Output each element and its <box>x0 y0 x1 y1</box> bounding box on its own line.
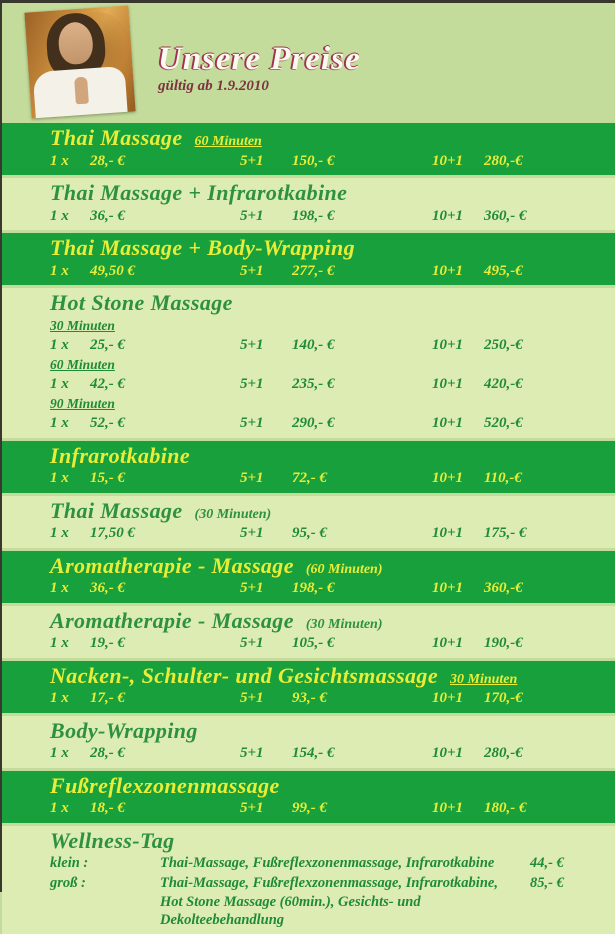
price-row <box>50 470 605 487</box>
price-ten-plus-one: 190,-€ <box>484 635 523 652</box>
price-ten-plus-one: 170,-€ <box>484 690 523 707</box>
section-title <box>50 181 605 205</box>
section-nacken-schulter-und-gesichtsmassage-30-minuten <box>2 661 615 713</box>
price-five-plus-one: 198,- € <box>292 207 335 224</box>
price-row <box>50 337 605 354</box>
price-row <box>50 525 605 542</box>
price-single: 18,- € <box>90 800 125 817</box>
qty-five-plus-one: 5+1 <box>240 580 264 597</box>
price-single: 15,- € <box>90 470 125 487</box>
section-title-text: Thai Massage <box>50 497 183 523</box>
qty-single: 1 x <box>50 336 69 353</box>
duration-label: 30 Minuten <box>50 317 115 333</box>
qty-five-plus-one: 5+1 <box>240 635 264 652</box>
price-row <box>50 635 605 652</box>
qty-five-plus-one: 5+1 <box>240 207 264 224</box>
section-title-text: Aromatherapie - Massage <box>50 552 294 578</box>
section-title-text: Fußreflexzonenmassage <box>50 772 280 798</box>
price-row <box>50 580 605 597</box>
package-size-label: groß : <box>50 875 86 892</box>
qty-single: 1 x <box>50 376 69 392</box>
section-title <box>50 444 605 468</box>
price-ten-plus-one: 520,-€ <box>484 415 523 432</box>
section-thai-massage-30-minuten <box>2 496 615 548</box>
qty-ten-plus-one: 10+1 <box>432 336 464 353</box>
qty-single: 1 x <box>50 207 69 224</box>
section-title-text: Thai Massage <box>50 125 183 150</box>
qty-single: 1 x <box>50 152 69 169</box>
duration-suffix: 30 Minuten <box>450 671 518 687</box>
qty-single: 1 x <box>50 525 69 542</box>
duration-label: 60 Minuten <box>50 357 115 372</box>
price-single: 42,- € <box>90 376 125 392</box>
price-ten-plus-one: 175,- € <box>484 525 527 542</box>
package-description <box>160 874 530 928</box>
qty-five-plus-one: 5+1 <box>240 525 264 542</box>
price-five-plus-one: 105,- € <box>292 635 335 652</box>
price-ten-plus-one: 250,-€ <box>484 336 523 353</box>
price-single: 28,- € <box>90 745 125 762</box>
price-single: 49,50 € <box>90 262 135 279</box>
therapist-photo <box>24 6 135 119</box>
qty-ten-plus-one: 10+1 <box>432 376 464 392</box>
qty-five-plus-one: 5+1 <box>240 690 264 707</box>
section-title <box>50 236 605 260</box>
section-title <box>50 499 605 523</box>
section-title-text: Infrarotkabine <box>50 442 191 468</box>
section-title-text: Body-Wrapping <box>50 717 198 743</box>
section-wellness-tag <box>2 826 615 934</box>
wellness-package-row <box>50 854 605 872</box>
section-title <box>50 719 605 743</box>
package-price: 85,- € <box>530 875 564 892</box>
price-ten-plus-one: 420,-€ <box>484 376 523 392</box>
price-single: 28,- € <box>90 152 125 169</box>
qty-single: 1 x <box>50 690 69 707</box>
qty-five-plus-one: 5+1 <box>240 745 264 762</box>
wellness-package-row <box>50 874 605 928</box>
section-thai-massage-60-minuten <box>2 123 615 175</box>
section-infrarotkabine <box>2 441 615 493</box>
price-ten-plus-one: 360,- € <box>484 207 527 224</box>
duration-suffix: (30 Minuten) <box>194 506 272 522</box>
price-ten-plus-one: 110,-€ <box>484 470 522 487</box>
page-header <box>2 3 615 123</box>
duration-suffix: (30 Minuten) <box>305 616 383 632</box>
price-single: 19,- € <box>90 635 125 652</box>
qty-ten-plus-one: 10+1 <box>432 580 464 597</box>
qty-five-plus-one: 5+1 <box>240 152 264 169</box>
price-row <box>50 745 605 762</box>
section-title-text: Hot Stone Massage <box>50 290 233 315</box>
price-row <box>50 690 605 707</box>
qty-ten-plus-one: 10+1 <box>432 470 464 487</box>
section-hot-stone-massage <box>2 288 615 438</box>
section-title <box>50 664 605 688</box>
qty-single: 1 x <box>50 635 69 652</box>
price-five-plus-one: 95,- € <box>292 525 327 542</box>
price-five-plus-one: 72,- € <box>292 470 327 487</box>
price-single: 36,- € <box>90 207 125 224</box>
qty-five-plus-one: 5+1 <box>240 336 264 353</box>
qty-ten-plus-one: 10+1 <box>432 207 464 224</box>
section-thai-massage-body-wrapping <box>2 233 615 285</box>
section-title: Wellness-Tag <box>50 827 175 853</box>
section-title <box>50 609 605 633</box>
section-title-text: Thai Massage + Body-Wrapping <box>50 235 356 260</box>
section-title <box>50 126 605 150</box>
duration-label: 90 Minuten <box>50 396 115 412</box>
qty-ten-plus-one: 10+1 <box>432 262 464 279</box>
section-title-text: Aromatherapie - Massage <box>50 607 294 633</box>
package-description <box>160 854 530 872</box>
qty-ten-plus-one: 10+1 <box>432 800 464 817</box>
price-ten-plus-one: 180,- € <box>484 800 527 817</box>
price-five-plus-one: 277,- € <box>292 262 335 279</box>
price-ten-plus-one: 495,-€ <box>484 262 523 279</box>
qty-single: 1 x <box>50 415 69 432</box>
qty-ten-plus-one: 10+1 <box>432 690 464 707</box>
duration-suffix: (60 Minuten) <box>305 561 383 577</box>
price-single: 17,50 € <box>90 525 135 542</box>
price-row <box>50 415 605 432</box>
qty-ten-plus-one: 10+1 <box>432 415 464 432</box>
qty-single: 1 x <box>50 470 69 487</box>
price-row <box>50 263 605 280</box>
validity-date: gültig ab 1.9.2010 <box>158 78 269 94</box>
section-thai-massage-infrarotkabine <box>2 178 615 230</box>
package-description-line: Dekolteebehandlung <box>160 911 285 928</box>
price-five-plus-one: 150,- € <box>292 152 335 169</box>
praying-hands <box>74 77 89 105</box>
qty-single: 1 x <box>50 745 69 762</box>
qty-five-plus-one: 5+1 <box>240 800 264 817</box>
price-single: 25,- € <box>90 336 125 353</box>
price-five-plus-one: 99,- € <box>292 800 327 817</box>
qty-single: 1 x <box>50 262 69 279</box>
price-single: 52,- € <box>90 415 125 432</box>
package-description-line: Thai-Massage, Fußreflexzonenmassage, Infrarotkabine, <box>160 875 498 892</box>
package-description-line: Hot Stone Massage (60min.), Gesichts- und <box>160 893 421 910</box>
section-title <box>50 554 605 578</box>
section-aromatherapie-massage-30-minuten <box>2 606 615 658</box>
section-fu-reflexzonenmassage <box>2 771 615 823</box>
price-row <box>50 208 605 225</box>
section-aromatherapie-massage-60-minuten <box>2 551 615 603</box>
price-ten-plus-one: 280,-€ <box>484 745 523 762</box>
qty-ten-plus-one: 10+1 <box>432 525 464 542</box>
price-five-plus-one: 235,- € <box>292 376 335 392</box>
qty-ten-plus-one: 10+1 <box>432 745 464 762</box>
qty-single: 1 x <box>50 580 69 597</box>
section-title <box>50 291 605 315</box>
title-block <box>158 43 361 95</box>
package-price: 44,- € <box>530 855 564 872</box>
price-five-plus-one: 140,- € <box>292 336 335 353</box>
price-five-plus-one: 290,- € <box>292 415 335 432</box>
price-five-plus-one: 198,- € <box>292 580 335 597</box>
price-row <box>50 153 605 170</box>
package-description-line: Thai-Massage, Fußreflexzonenmassage, Infrarotkabine <box>160 855 495 872</box>
qty-ten-plus-one: 10+1 <box>432 635 464 652</box>
price-single: 36,- € <box>90 580 125 597</box>
qty-single: 1 x <box>50 800 69 817</box>
qty-five-plus-one: 5+1 <box>240 262 264 279</box>
section-title-text: Nacken-, Schulter- und Gesichtsmassage <box>50 662 438 688</box>
price-single: 17,- € <box>90 690 125 707</box>
qty-ten-plus-one: 10+1 <box>432 152 464 169</box>
price-five-plus-one: 154,- € <box>292 745 335 762</box>
duration-suffix: 60 Minuten <box>194 134 262 149</box>
package-size-label: klein : <box>50 855 89 872</box>
qty-five-plus-one: 5+1 <box>240 415 264 432</box>
price-ten-plus-one: 280,-€ <box>484 152 523 169</box>
page-title: Unsere Preise <box>158 41 361 77</box>
section-body-wrapping <box>2 716 615 768</box>
price-five-plus-one: 93,- € <box>292 690 327 707</box>
section-title-text: Thai Massage + Infrarotkabine <box>50 180 348 205</box>
price-row <box>50 800 605 817</box>
qty-five-plus-one: 5+1 <box>240 470 264 487</box>
price-row <box>50 376 605 393</box>
qty-five-plus-one: 5+1 <box>240 376 264 392</box>
section-title <box>50 774 605 798</box>
price-ten-plus-one: 360,-€ <box>484 580 523 597</box>
